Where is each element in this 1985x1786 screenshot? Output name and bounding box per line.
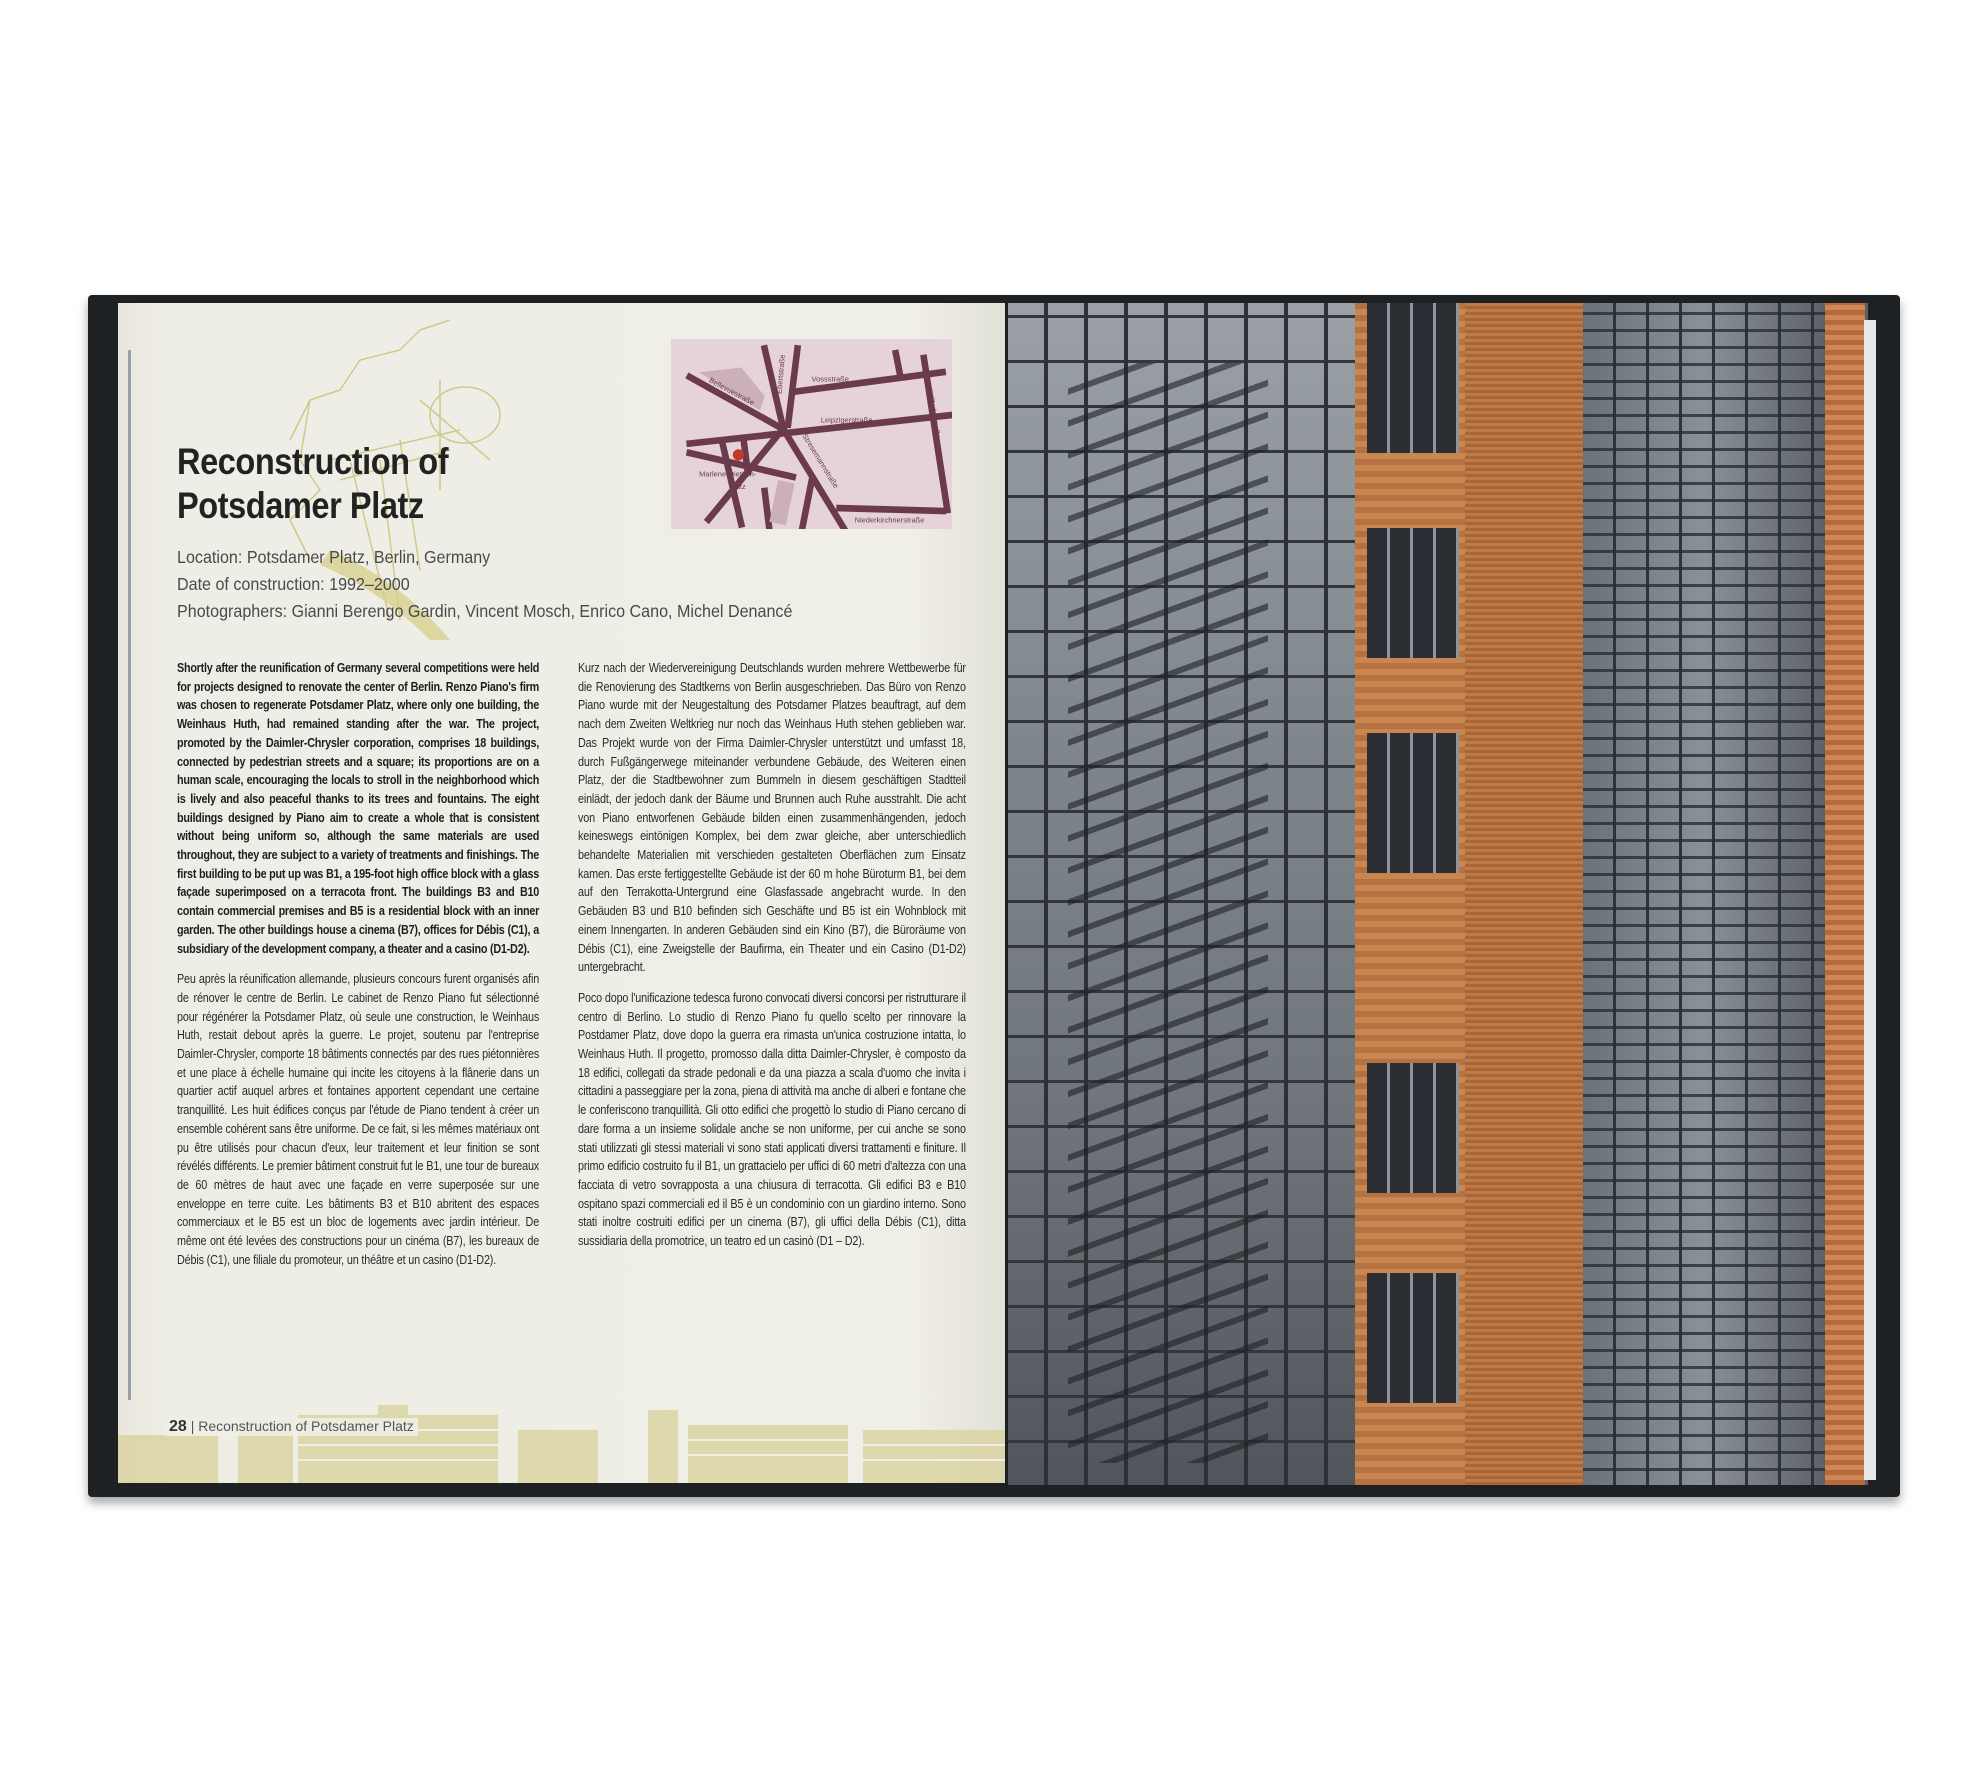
architecture-photo xyxy=(1008,303,1868,1485)
glass-facade xyxy=(1583,303,1825,1485)
page-edge xyxy=(128,350,131,1400)
window xyxy=(1367,1273,1459,1403)
map-label: Ebertstraße xyxy=(774,353,787,395)
map-label: Platz xyxy=(729,482,746,492)
text-column-left xyxy=(177,659,539,1282)
staircase xyxy=(1068,363,1268,1463)
paragraph-french: Peu après la réunification allemande, plusieurs concours furent organisés afin de rénover le centre de Berlin. Le cabinet de Renzo Piano fut sélectionné pour régénérer la Potsdamer Platz, où seule une construction, le Weinhaus Huth, restait debout après la guerre. Le projet, soutenu par l'entreprise Daimler-Chrysler, comporte 18 bâtiments connectés par des rues piétonnières et une place à échelle humaine qui incite les citoyens à la flânerie dans un quartier actif auquel arbres et fontaines apportent cependant une certaine tranquillité. Les huit édifices conçus par l'étude de Piano tendent à créer un ensemble cohérent sans être uniforme. De ce fait, si les mêmes matériaux ont pu être utilisés pour chacun d'eux, leur traitement et leur finition se sont révélés différents. Le premier bâtiment construit fut le B1, une tour de bureaux de 60 mètres de haut avec une façade en verre superposée sur une enveloppe en terre cuite. Les bâtiments B3 et B10 abritent des espaces commerciaux et le B5 est un bloc de logements avec jardin intérieur. De même ont été levées des constructions pour un cinéma (B7), les bureaux de Débis (C1), une filiale du promoteur, un théâtre et un casino (D1-D2). xyxy=(177,972,540,1267)
title-line-1: Reconstruction of xyxy=(177,441,449,482)
page-footer xyxy=(165,1418,418,1436)
window xyxy=(1367,1063,1459,1193)
skyline-illustration xyxy=(118,1400,1005,1483)
map-label: Leipzigerstraße xyxy=(820,415,873,425)
map-label: Vossstraße xyxy=(811,374,849,384)
terracotta-facade xyxy=(1355,303,1583,1485)
terracotta-louvres xyxy=(1465,303,1583,1485)
paragraph-german: Kurz nach der Wiedervereinigung Deutschlands wurden mehrere Wettbewerbe für die Renovierung des Stadtkerns von Berlin ausgeschrieben. Das Büro von Renzo Piano wurde mit der Neugestaltung des Potsdamer Platzes beauftragt, auf dem nach dem Zweiten Weltkrieg nur noch das Weinhaus Huth stehen geblieben war. Das Projekt wurde von der Firma Daimler-Chrysler unterstützt und umfasst 18, durch Fußgängerwege miteinander verbundene Gebäude, des Weiteren einen Platz, der die Stadtbewohner zum Bummeln in diesem geschäftigen Stadtteil einlädt, der jedoch dank der Bäume und Brunnen auch Ruhe ausstrahlt. Die acht von Piano entworfenen Gebäude bilden einen zusammenhängenden, jedoch keineswegs eintönigen Komplex, bei dem zwar gleiche, aber unterschiedlich behandelte Materialien mit verschieden gestalteten Oberflächen zum Einsatz kamen. Das erste fertiggestellte Gebäude ist der 60 m hohe Büroturm B1, bei dem auf den Terrakotta-Untergrund eine Glasfassade angebracht wurde. In den Gebäuden B3 und B10 befinden sich Geschäfte und B5 ist ein Wohnblock mit einem Innengarten. In anderen Gebäuden sind ein Kino (B7), die Büroräume von Débis (C1), eine Zweigstelle der Baufirma, ein Theater und ein Casino (D1-D2) untergebracht. xyxy=(578,661,966,975)
paragraph-english: Shortly after the reunification of Germany several competitions were held for projects designed to renovate the center of Berlin. Renzo Piano's firm was chosen to regenerate Potsdamer Platz, where only one building, the Weinhaus Huth, had remained standing after the war. The project, promoted by the Daimler-Chrysler corporation, comprises 18 buildings, connected by pedestrian streets and a square; its proportions are on a human scale, encouraging the locals to stroll in the neighborhood which is lively and also peaceful thanks to its trees and fountains. The eight buildings designed by Piano aim to create a whole that is consistent without being uniform so, although the same materials are used throughout, they are subject to a variety of treatments and finishings. The first building to be put up was B1, a 195-foot high office block with a glass façade superimposed on a terracota front. The buildings B3 and B10 contain commercial premises and B5 is a residential block with an inner garden. The other buildings house a cinema (B7), offices for Débis (C1), a subsidiary of the development company, a theater and a casino (D1-D2). xyxy=(177,661,540,956)
location-pin-icon xyxy=(733,449,744,460)
map-label: Marlene-Dietrich- xyxy=(699,469,757,479)
running-title: | Reconstruction of Potsdamer Platz xyxy=(190,1418,414,1434)
construction-date: Date of construction: 1992–2000 xyxy=(177,574,410,594)
terracotta-edge xyxy=(1825,303,1865,1485)
text-column-right xyxy=(578,659,966,1263)
map-label: Bellevuestraße xyxy=(707,375,756,408)
map-label: Niederkirchnerstraße xyxy=(854,515,925,525)
map-label: Stresemannstraße xyxy=(800,432,841,490)
paragraph-italian: Poco dopo l'unificazione tedesca furono convocati diversi concorsi per ristrutturare il centro di Berlino. Lo studio di Renzo Piano fu quello scelto per rinnovare la Postdamer Platz, dove dopo la guerra era rimasta un'unica costruzione intatta, lo Weinhaus Huth. Il progetto, promosso dalla ditta Daimler-Chrysler, è composto da 18 edifici, collegati da strade pedonali e da una piazza a scala d'uomo che invita i cittadini a passeggiare per la zona, piena di attività ma anche di alberi e fontane che le conferiscono tranquillità. Gli otto edifici che progettò lo studio di Piano cercano di dare forma a un insieme solidale anche se non uniforme, per cui anche se sono stati utilizzati gli stessi materiali vi sono stati applicati diversi trattamenti e finiture. Il primo edificio costruito fu il B1, un grattacielo per uffici di 60 metri d'altezza con una facciata di vetro sovrapposta a una chiusura di terracotta. Gli edifici B3 e B10 ospitano spazi commerciali ed il B5 è un condominio con un giardino interno. Sono stati inoltre costruiti edifici per un cinema (B7), gli uffici della Débis (C1), ditta sussidiaria della promotrice, un teatro ed un casinò (D1 – D2). xyxy=(578,990,966,1249)
window xyxy=(1367,733,1459,873)
location: Location: Potsdamer Platz, Berlin, Germany xyxy=(177,547,491,567)
window xyxy=(1367,303,1459,453)
page-edge-right xyxy=(1864,320,1876,1480)
page-number: 28 xyxy=(169,1418,187,1435)
project-info xyxy=(177,544,792,625)
window xyxy=(1367,528,1459,658)
photographers: Photographers: Gianni Berengo Gardin, Vincent Mosch, Enrico Cano, Michel Denancé xyxy=(177,601,793,621)
page-title xyxy=(177,440,448,528)
title-line-2: Potsdamer Platz xyxy=(177,485,424,526)
map-label: Wilhelmstraße xyxy=(925,390,943,440)
location-map xyxy=(671,339,952,529)
